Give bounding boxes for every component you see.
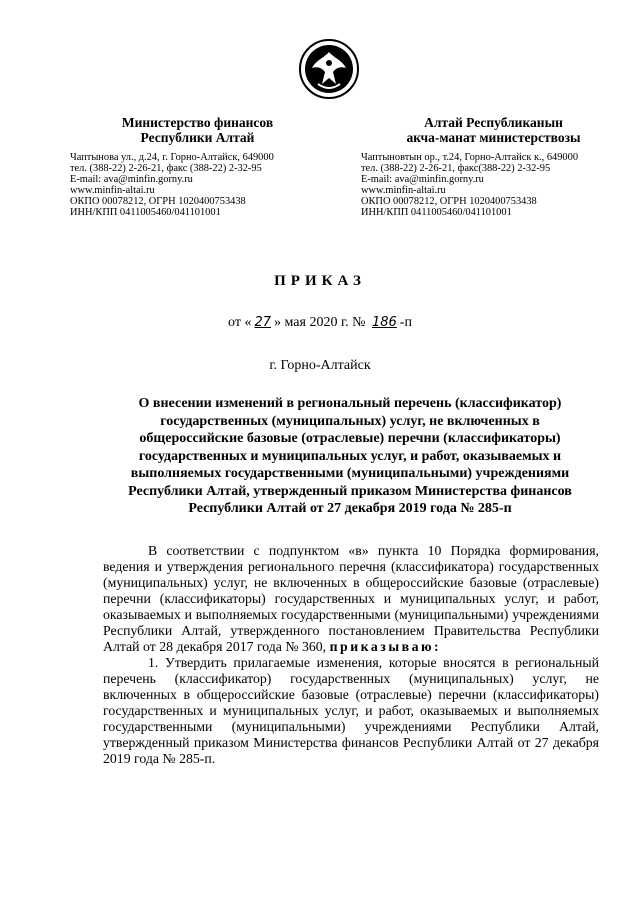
order-subject-heading: О внесении изменений в региональный перечень (классификатор) государственных (муниципальных) услуг, не включенных в общероссийские базовые (отраслевые) перечни (классификаторы) государственных и муниципальных услуг, и работ, оказываемых и выполняемых государственными (муниципальными) учреждениями Республики Алтай, утвержденный приказом Министерства финансов Республики Алтай от 27 декабря 2019 года № 285-п xyxy=(128,396,572,516)
ministry-address-alt: Чаптыновтын ор., т.24, Горно-Алтайск к., 649000 тел. (388-22) 2-26-21, факс(388-22) 2-32-95 E-mail: ava@minfin.gorny.ru www.minfin-altai.ru ОКПО 00078212, ОГРН 1020400753438 ИНН/КПП 0411005460/041101001 xyxy=(361,152,579,218)
city-name: г. Горно-Алтайск xyxy=(269,358,371,373)
header-right-block xyxy=(361,115,626,218)
order-date-number: от « 27 » мая 2020 г. № 186 -п xyxy=(228,315,412,330)
ministry-name-ru: Министерство финансов Республики Алтай xyxy=(121,115,274,145)
preamble-paragraph: В соответствии с подпунктом «в» пункта 10 Порядка формирования, ведения и утверждения регионального перечня (классификатора) государственных (муниципальных) услуг, не включенных в общероссийские базовые (отраслевые) перечни (классификаторы) государственных и муниципальных услуг, и работ, оказываемых и выполняемых государственными (муниципальными) учреждениями Республики Алтай, утвержденного постановлением Правительства Республики Алтай от 28 декабря 2017 года № 360, приказываю: xyxy=(103,543,599,654)
ministry-name-alt: Алтай Республиканын акча-манат министерствозы xyxy=(406,115,581,145)
handwritten-day: 27 xyxy=(254,315,272,330)
document-title: ПРИКАЗ xyxy=(274,273,366,289)
handwritten-number: 186 xyxy=(371,315,397,330)
order-word: приказываю: xyxy=(329,639,442,654)
header-left-block xyxy=(70,115,325,218)
republic-emblem-icon xyxy=(298,38,360,100)
clause-1-paragraph: 1. Утвердить прилагаемые изменения, которые вносятся в региональный перечень (классификатор) государственных (муниципальных) услуг, не включенных в общероссийские базовые (отраслевые) перечни (классификаторы) государственных и муниципальных услуг, и работ, оказываемых и выполняемых государственными (муниципальными) учреждениями Республики Алтай, утвержденный приказом Министерства финансов Республики Алтай от 27 декабря 2019 года № 285-п. xyxy=(103,655,599,766)
order-body xyxy=(103,543,599,767)
ministry-address-ru: Чаптынова ул., д.24, г. Горно-Алтайск, 649000 тел. (388-22) 2-26-21, факс (388-22) 2-32-95 E-mail: ava@minfin.gorny.ru www.minfin-altai.ru ОКПО 00078212, ОГРН 1020400753438 ИНН/КПП 0411005460/041101001 xyxy=(70,152,274,218)
